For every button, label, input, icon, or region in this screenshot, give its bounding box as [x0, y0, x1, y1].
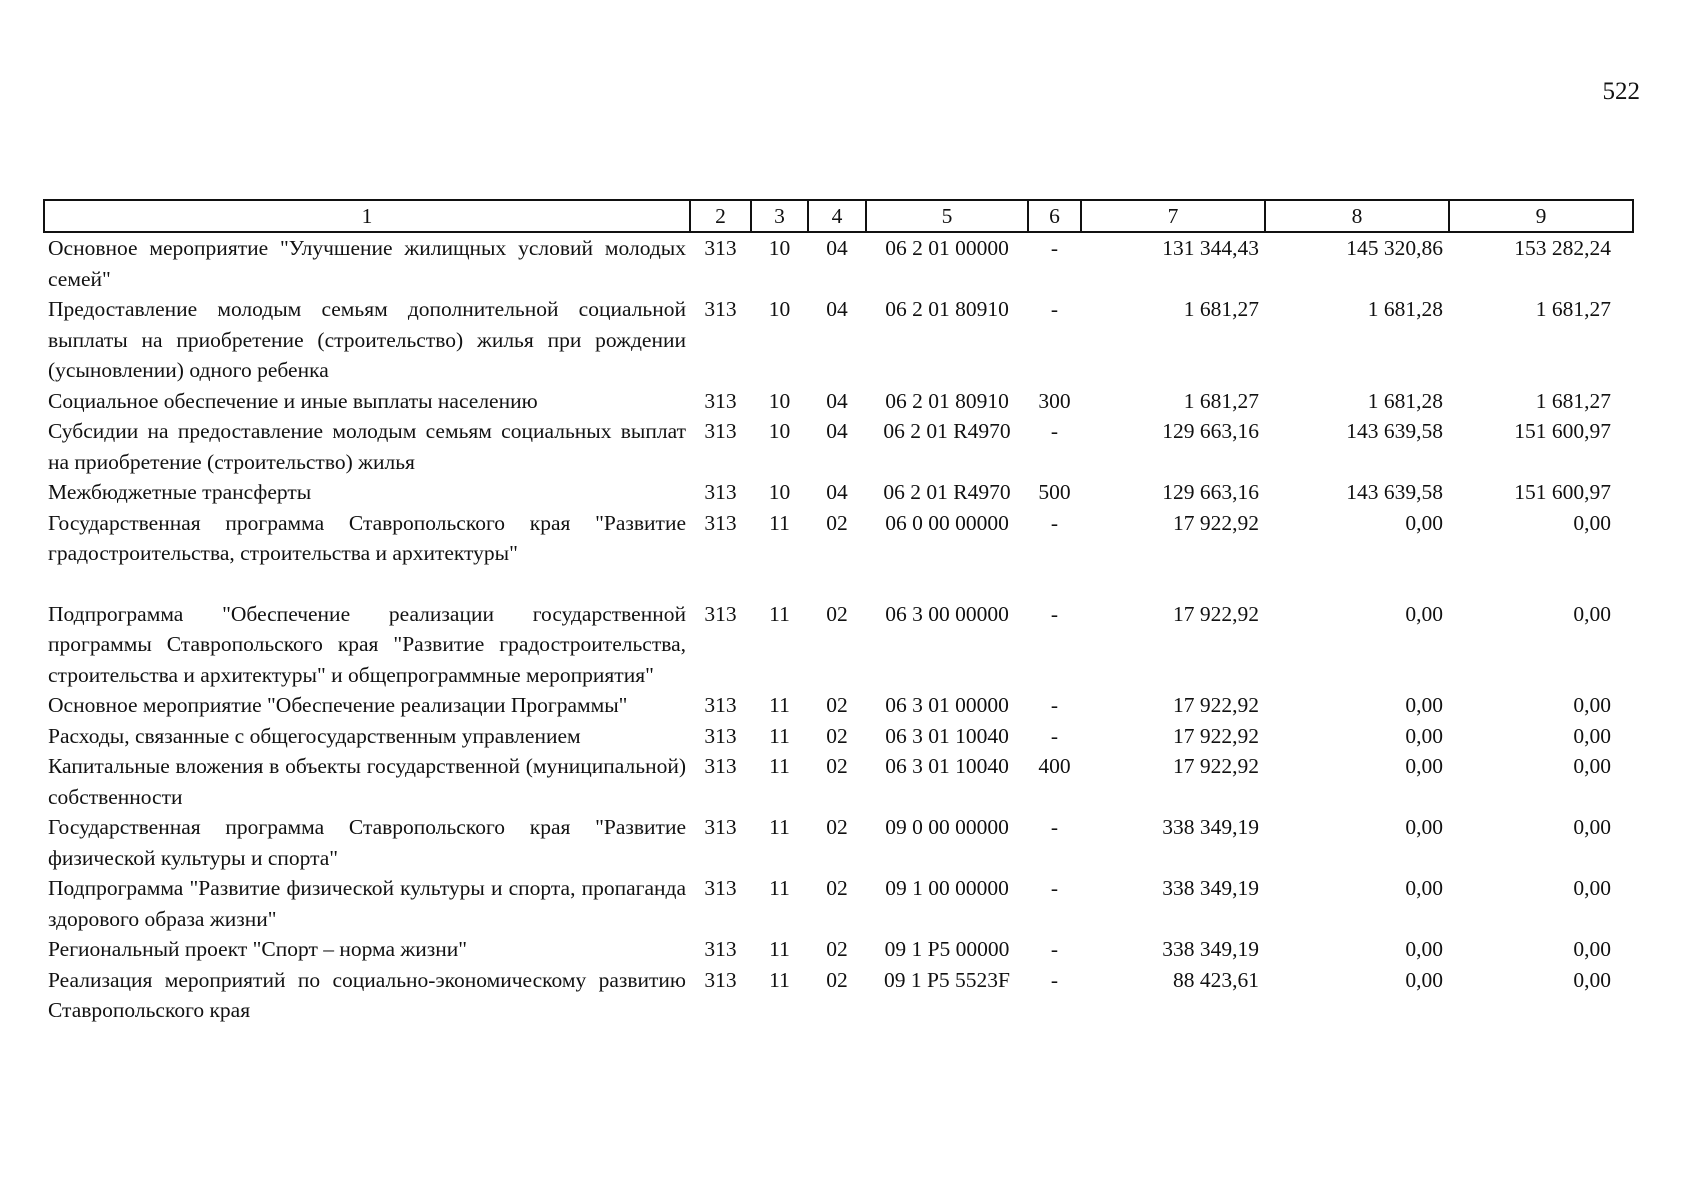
- table-row: [44, 812, 1633, 873]
- header-row: [44, 200, 1633, 232]
- cell-target-article: 06 2 01 R4970: [883, 480, 1011, 504]
- cell-ministry: 313: [704, 236, 737, 260]
- cell-subsection: 02: [826, 967, 848, 992]
- cell-amount-year1: 17 922,92: [1173, 693, 1259, 717]
- cell-subsection: 02: [826, 876, 848, 900]
- cell-expense-type: -: [1050, 236, 1059, 260]
- cell-section: 11: [769, 937, 790, 961]
- cell-amount-year3: 0,00: [1573, 876, 1611, 900]
- table-row: [44, 386, 1633, 417]
- table-row: [44, 690, 1633, 721]
- cell-amount-year2: 0,00: [1405, 754, 1443, 778]
- cell-amount-year2: 0,00: [1405, 967, 1443, 992]
- column-header: 7: [1081, 200, 1265, 232]
- row-name: Межбюджетные трансферты: [48, 480, 312, 504]
- cell-amount-year1: 17 922,92: [1173, 601, 1259, 626]
- row-name: Подпрограмма "Развитие физической культуры и спорта, пропаганда здорового образа жизни": [48, 876, 686, 931]
- cell-amount-year3: 151 600,97: [1514, 419, 1611, 443]
- cell-amount-year1: 17 922,92: [1173, 754, 1259, 778]
- table-row: [44, 294, 1633, 386]
- cell-amount-year3: 0,00: [1573, 967, 1611, 992]
- column-header: 9: [1449, 200, 1633, 232]
- cell-amount-year1: 338 349,19: [1162, 876, 1259, 900]
- cell-amount-year3: 0,00: [1573, 601, 1611, 626]
- row-name: Капитальные вложения в объекты государственной (муниципальной) собственности: [48, 754, 686, 809]
- cell-target-article: 09 0 00 00000: [885, 815, 1009, 839]
- cell-amount-year3: 0,00: [1573, 723, 1611, 748]
- column-header: 4: [808, 200, 866, 232]
- cell-section: 11: [769, 510, 790, 535]
- cell-target-article: 06 2 01 00000: [885, 236, 1009, 260]
- cell-amount-year3: 0,00: [1573, 815, 1611, 839]
- cell-target-article: 06 3 00 00000: [885, 601, 1009, 626]
- cell-target-article: 09 1 P5 00000: [884, 937, 1010, 961]
- cell-amount-year2: 0,00: [1405, 937, 1443, 961]
- row-name: Региональный проект "Спорт – норма жизни": [48, 937, 468, 961]
- table-body: [44, 232, 1633, 1026]
- cell-amount-year1: 1 681,27: [1183, 388, 1259, 413]
- cell-section: 11: [769, 876, 790, 900]
- cell-expense-type: 400: [1038, 754, 1071, 778]
- row-name: Расходы, связанные с общегосударственным управлением: [48, 723, 581, 748]
- cell-section: 11: [769, 601, 790, 626]
- cell-subsection: 02: [826, 937, 848, 961]
- row-name: Социальное обеспечение и иные выплаты населению: [48, 388, 538, 413]
- cell-ministry: 313: [704, 693, 737, 717]
- cell-subsection: 02: [826, 693, 848, 717]
- row-name: Основное мероприятие "Улучшение жилищных условий молодых семей": [48, 236, 686, 291]
- cell-target-article: 06 2 01 80910: [885, 388, 1009, 413]
- cell-amount-year1: 129 663,16: [1162, 480, 1259, 504]
- cell-amount-year3: 0,00: [1573, 754, 1611, 778]
- cell-amount-year3: 0,00: [1573, 693, 1611, 717]
- row-name: Реализация мероприятий по социально-экономическому развитию Ставропольского края: [48, 967, 686, 1022]
- row-name: Основное мероприятие "Обеспечение реализации Программы": [48, 693, 628, 717]
- cell-ministry: 313: [704, 601, 737, 626]
- row-name: Государственная программа Ставропольского края "Развитие градостроительства, строительства и архитектуры": [48, 510, 686, 565]
- cell-amount-year2: 0,00: [1405, 876, 1443, 900]
- cell-ministry: 313: [704, 937, 737, 961]
- table-row: [44, 721, 1633, 752]
- cell-amount-year1: 17 922,92: [1173, 510, 1259, 535]
- cell-amount-year2: 145 320,86: [1346, 236, 1443, 260]
- cell-expense-type: 300: [1038, 388, 1071, 413]
- cell-target-article: 06 3 01 10040: [885, 754, 1009, 778]
- table-row: [44, 599, 1633, 691]
- cell-amount-year1: 338 349,19: [1162, 815, 1259, 839]
- cell-ministry: 313: [704, 815, 737, 839]
- cell-subsection: 04: [826, 419, 848, 443]
- cell-section: 10: [768, 236, 791, 260]
- table-row: [44, 751, 1633, 812]
- cell-amount-year3: 153 282,24: [1514, 236, 1611, 260]
- column-header: 3: [751, 200, 808, 232]
- cell-expense-type: -: [1050, 876, 1059, 900]
- cell-section: 11: [769, 754, 790, 778]
- cell-section: 11: [769, 723, 790, 748]
- cell-subsection: 04: [826, 236, 848, 260]
- table-header: [44, 200, 1633, 232]
- table-row: [44, 477, 1633, 508]
- cell-expense-type: -: [1050, 419, 1059, 443]
- cell-target-article: 06 3 01 00000: [885, 693, 1009, 717]
- cell-subsection: 02: [826, 510, 848, 535]
- column-header: 1: [44, 200, 690, 232]
- cell-amount-year2: 0,00: [1405, 510, 1443, 535]
- row-spacer: [44, 569, 1633, 599]
- column-header: 5: [866, 200, 1028, 232]
- cell-ministry: 313: [704, 480, 737, 504]
- cell-section: 11: [769, 693, 790, 717]
- cell-expense-type: -: [1050, 601, 1059, 626]
- cell-section: 11: [769, 815, 790, 839]
- cell-amount-year2: 0,00: [1405, 723, 1443, 748]
- cell-amount-year1: 88 423,61: [1173, 967, 1259, 992]
- cell-amount-year3: 1 681,27: [1535, 388, 1611, 413]
- cell-amount-year1: 1 681,27: [1183, 297, 1259, 321]
- cell-section: 11: [769, 967, 790, 992]
- cell-ministry: 313: [704, 419, 737, 443]
- cell-amount-year2: 1 681,28: [1367, 388, 1443, 413]
- cell-amount-year3: 0,00: [1573, 510, 1611, 535]
- cell-target-article: 06 3 01 10040: [885, 723, 1009, 748]
- row-name: Подпрограмма "Обеспечение реализации государственной программы Ставропольского края "Развитие градостроительства, строительства и архитектуры" и общепрограммные мероприятия": [48, 601, 686, 687]
- cell-ministry: 313: [704, 723, 737, 748]
- cell-subsection: 02: [826, 723, 848, 748]
- cell-section: 10: [768, 480, 791, 504]
- table-row: [44, 873, 1633, 934]
- spacer-cell: [44, 569, 1633, 599]
- cell-amount-year1: 17 922,92: [1173, 723, 1259, 748]
- cell-amount-year3: 1 681,27: [1535, 297, 1611, 321]
- table-row: [44, 934, 1633, 965]
- cell-ministry: 313: [704, 754, 737, 778]
- cell-expense-type: -: [1050, 815, 1059, 839]
- cell-expense-type: -: [1050, 693, 1059, 717]
- cell-expense-type: -: [1050, 937, 1059, 961]
- cell-amount-year1: 131 344,43: [1162, 236, 1259, 260]
- cell-amount-year2: 143 639,58: [1346, 480, 1443, 504]
- cell-ministry: 313: [704, 967, 737, 992]
- page-number: 522: [1602, 78, 1640, 105]
- cell-section: 10: [768, 297, 791, 321]
- cell-subsection: 04: [826, 297, 848, 321]
- row-name: Государственная программа Ставропольского края "Развитие физической культуры и спорта": [48, 815, 686, 870]
- cell-target-article: 09 1 00 00000: [885, 876, 1009, 900]
- cell-amount-year2: 1 681,28: [1367, 297, 1443, 321]
- cell-expense-type: -: [1050, 297, 1059, 321]
- budget-table: [43, 199, 1634, 1026]
- cell-section: 10: [768, 419, 791, 443]
- cell-amount-year1: 129 663,16: [1162, 419, 1259, 443]
- table-row: [44, 508, 1633, 569]
- row-name: Предоставление молодым семьям дополнительной социальной выплаты на приобретение (строительство) жилья при рождении (усыновлении) одного ребенка: [48, 297, 686, 382]
- column-header: 2: [690, 200, 751, 232]
- cell-ministry: 313: [704, 510, 737, 535]
- cell-amount-year2: 0,00: [1405, 601, 1443, 626]
- cell-target-article: 09 1 P5 5523F: [883, 967, 1011, 992]
- cell-subsection: 04: [826, 388, 848, 413]
- cell-expense-type: -: [1050, 723, 1059, 748]
- cell-subsection: 02: [826, 601, 848, 626]
- cell-target-article: 06 0 00 00000: [885, 510, 1009, 535]
- table-row: [44, 232, 1633, 294]
- cell-expense-type: -: [1050, 510, 1059, 535]
- cell-amount-year2: 143 639,58: [1346, 419, 1443, 443]
- cell-subsection: 04: [826, 480, 848, 504]
- cell-ministry: 313: [704, 876, 737, 900]
- row-name: Субсидии на предоставление молодым семьям социальных выплат на приобретение (строительство) жилья: [48, 419, 686, 474]
- cell-subsection: 02: [826, 754, 848, 778]
- cell-expense-type: 500: [1038, 480, 1071, 504]
- cell-amount-year2: 0,00: [1405, 693, 1443, 717]
- cell-amount-year3: 0,00: [1573, 937, 1611, 961]
- cell-ministry: 313: [704, 297, 737, 321]
- column-header: 8: [1265, 200, 1449, 232]
- cell-amount-year3: 151 600,97: [1514, 480, 1611, 504]
- table-row: [44, 965, 1633, 1026]
- cell-amount-year2: 0,00: [1405, 815, 1443, 839]
- cell-subsection: 02: [826, 815, 848, 839]
- cell-ministry: 313: [704, 388, 737, 413]
- cell-expense-type: -: [1050, 967, 1059, 992]
- column-header: 6: [1028, 200, 1081, 232]
- table-row: [44, 416, 1633, 477]
- cell-target-article: 06 2 01 R4970: [883, 419, 1011, 443]
- cell-amount-year1: 338 349,19: [1162, 937, 1259, 961]
- cell-section: 10: [768, 388, 791, 413]
- cell-target-article: 06 2 01 80910: [885, 297, 1009, 321]
